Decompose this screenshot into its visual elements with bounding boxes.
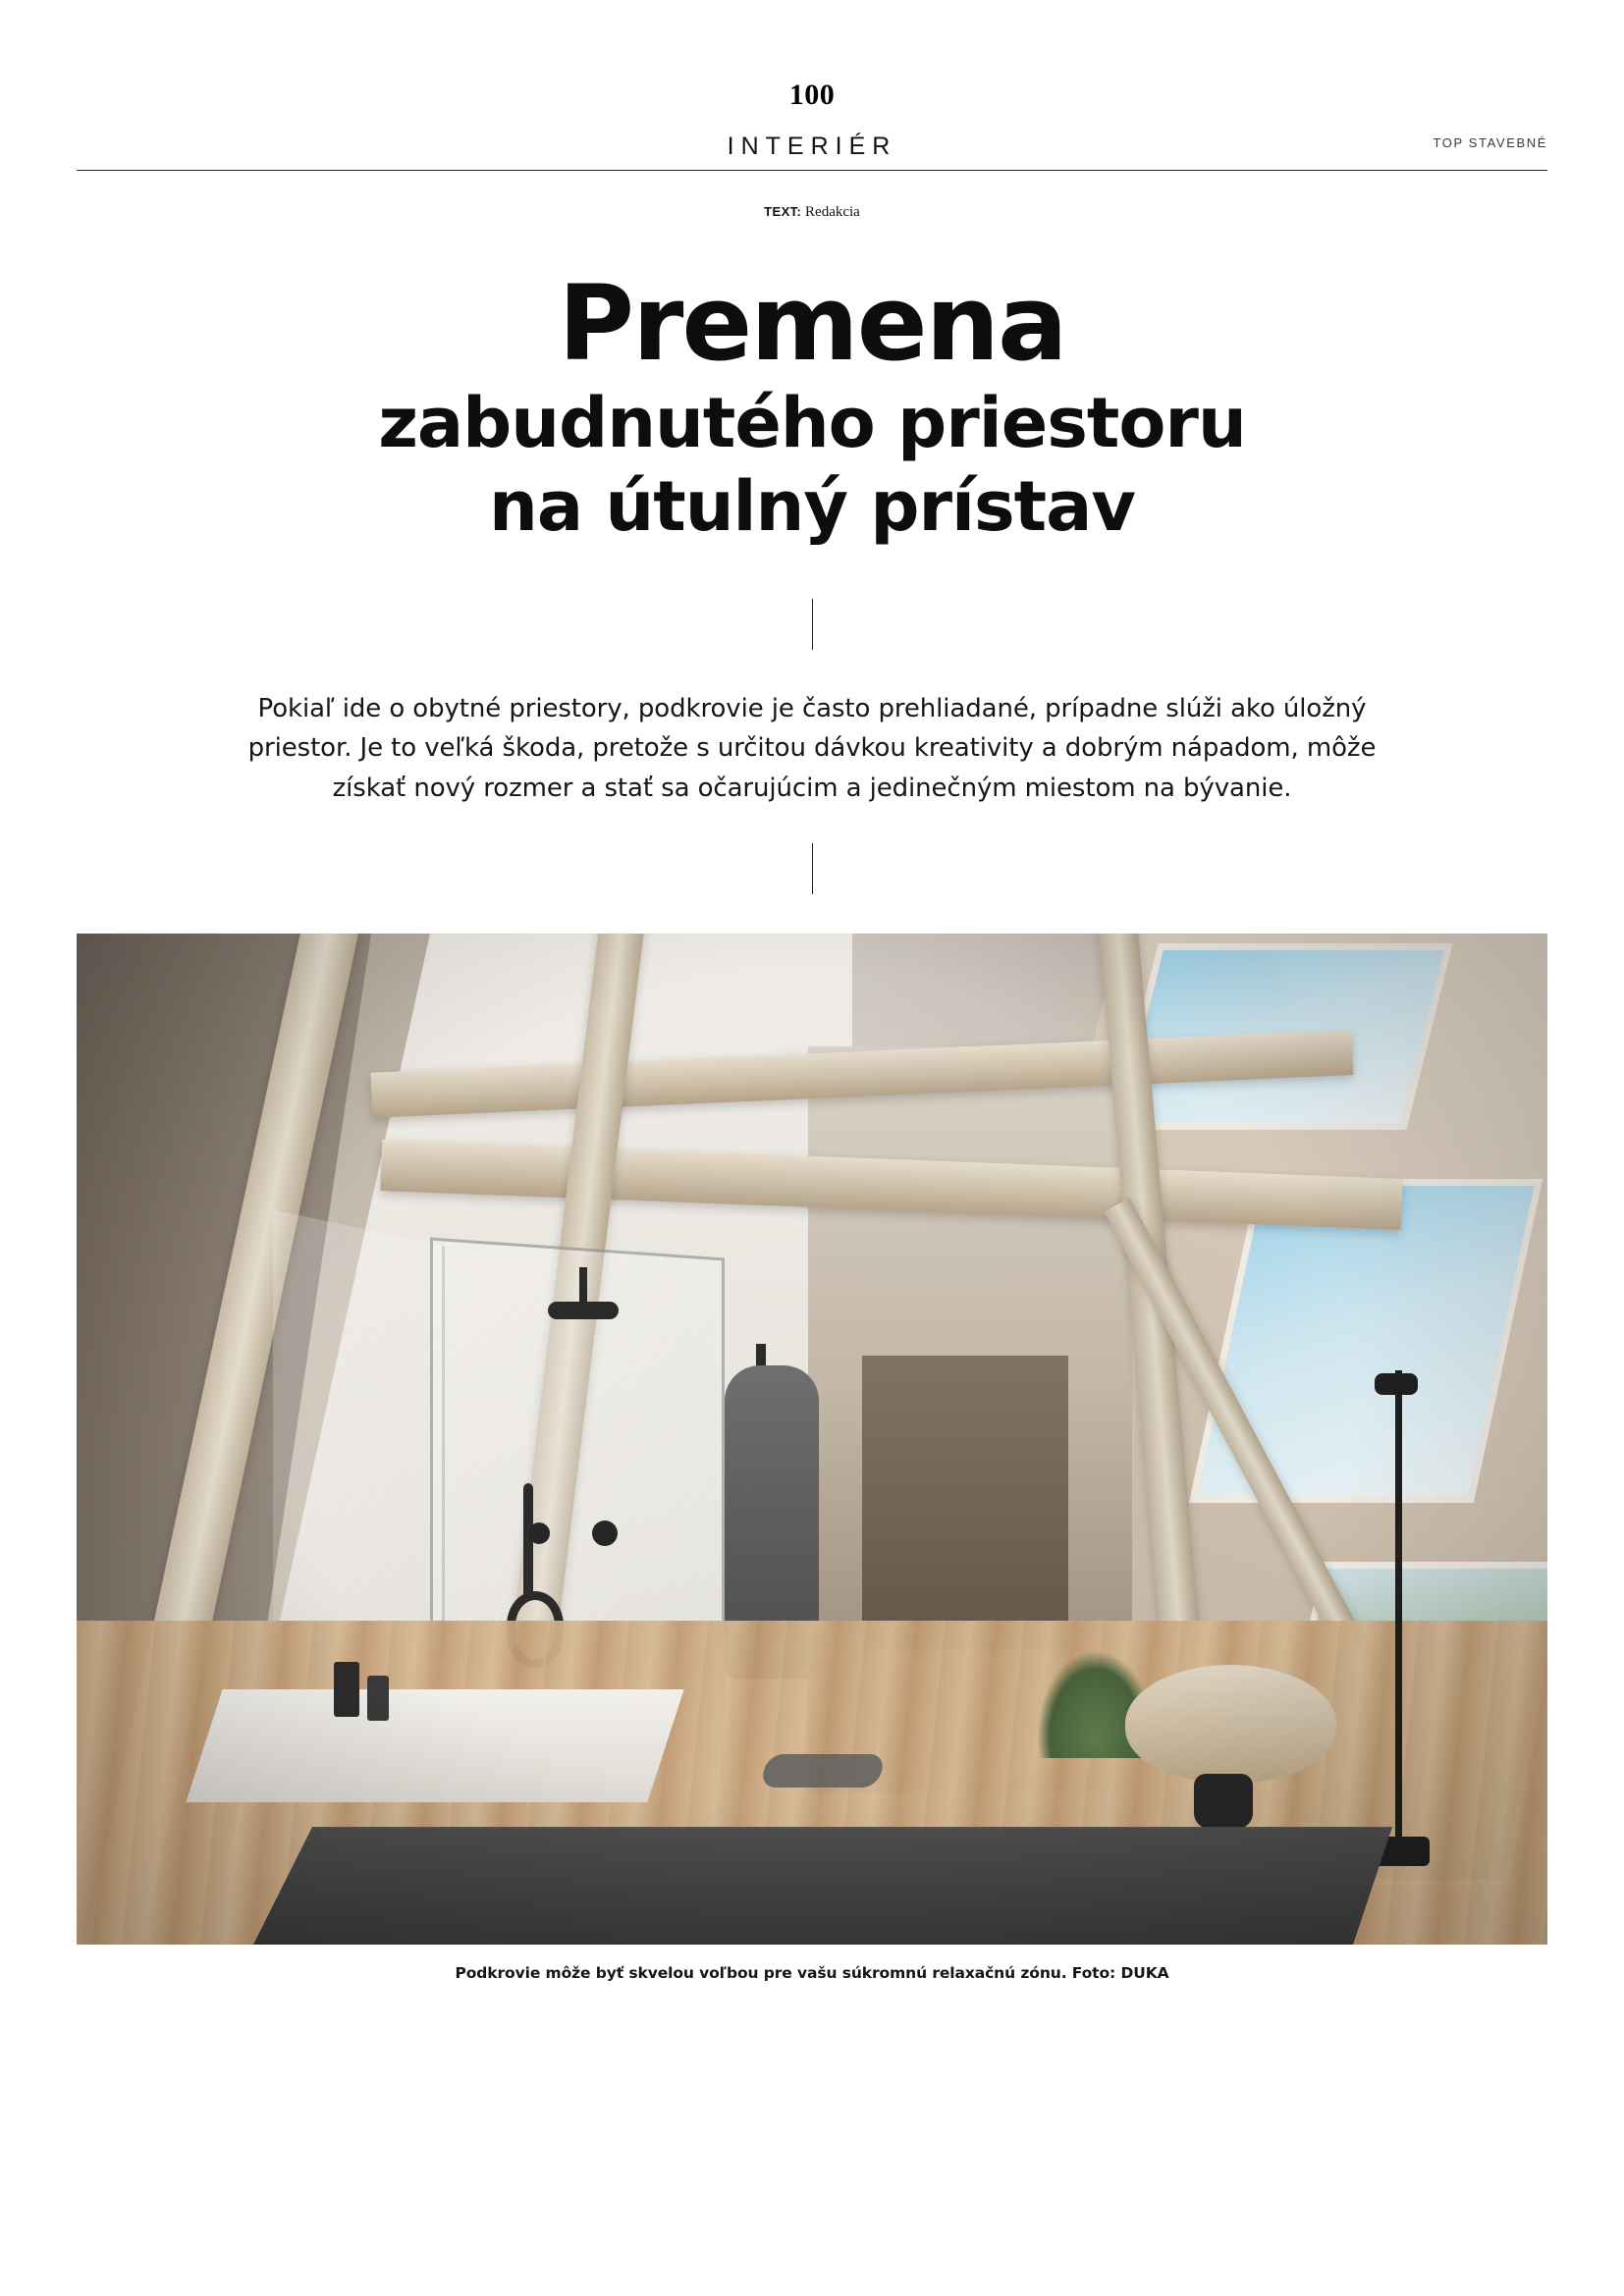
byline-label: TEXT: (764, 204, 802, 219)
vase (1194, 1774, 1253, 1829)
section-title: INTERIÉR (727, 133, 897, 160)
floor-lamp-pole (1395, 1370, 1402, 1842)
rain-showerhead (548, 1302, 619, 1319)
floor-rug (253, 1827, 1392, 1945)
photo-caption: Podkrovie môže byť skvelou voľbou pre vašu súkromnú relaxačnú zónu. Foto: DUKA (455, 1964, 1169, 1983)
article-headline (77, 263, 1547, 548)
article-photo (77, 934, 1547, 1945)
headline-line-3: na útulný prístav (488, 466, 1135, 548)
shower-tray (186, 1689, 683, 1802)
shower-control-1 (528, 1522, 550, 1544)
divider-line-top (812, 599, 813, 650)
page-header (77, 130, 1547, 163)
floor-lamp-head (1375, 1373, 1418, 1395)
shower-hose (523, 1483, 533, 1601)
toiletry-bottle-2 (367, 1676, 389, 1721)
byline-author: Redakcia (805, 204, 860, 220)
slippers (760, 1754, 886, 1788)
divider-line-bottom (812, 843, 813, 894)
shower-control-2 (592, 1521, 618, 1546)
article-lead-paragraph: Pokiaľ ide o obytné priestory, podkrovie je často prehliadané, prípadne slúži ako úložný priestor. Je to veľká škoda, pretože s určitou dávkou kreativity a dobrým nápadom, môže získať nový rozmer a stať sa očarujúcim a jedinečným miestom na bývanie. (247, 694, 1377, 803)
magazine-title: TOP STAVEBNÉ (1433, 135, 1547, 150)
byline (77, 204, 1547, 221)
shower-arm (579, 1267, 587, 1307)
headline-line-1: Premena (558, 263, 1066, 384)
page-number: 100 (788, 79, 836, 111)
toiletry-bottle-1 (334, 1662, 359, 1717)
headline-line-2: zabudnutého priestoru (378, 383, 1246, 464)
corridor-shadow (862, 1356, 1068, 1650)
header-divider (77, 170, 1547, 171)
pouf-seat (1125, 1665, 1336, 1783)
